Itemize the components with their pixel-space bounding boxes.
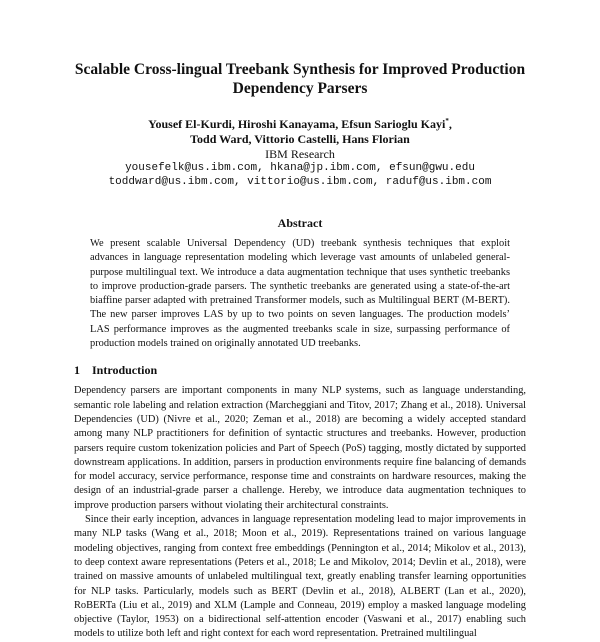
abstract-heading: Abstract [277, 216, 323, 230]
section-title: Introduction [92, 363, 158, 378]
paragraph: Dependency parsers are important components in many NLP systems, such as language understanding, semantic role labeling and relation extraction (Marcheggiani and Titov, 2017; Zhang et al., 2018). Universal Dependencies (UD) (Nivre et al., 2020; Zeman et al., 2018) are becoming a widely accepted standard among many NLP practitioners for definition of syntactic structures and treebanks. However, production parsers require custom tokenization policies and Part of Speech (PoS) tagging, mostly dictated by supported downstream applications. In addition, parsers in production environments require fine balancing of demands for model accuracy, service performance, response time and constraints on hardware resources, making the design of an industrial-grade parser a challenge. Hereby, we introduce data augmentation techniques to improve production parsers without violating their architectural constraints. [74, 385, 526, 511]
affiliation: IBM Research [265, 147, 335, 161]
introduction-body [74, 384, 526, 641]
abstract-text: We present scalable Universal Dependency (UD) treebank synthesis techniques that exploit advances in language representation modeling which leverage vast amounts of unlabeled general-purpose multilingual text. We introduce a data augmentation technique that uses synthetic treebanks to improve production-grade parsers. The synthetic treebanks are generated using a state-of-the-art biaffine parser adapted with pretrained Transformer models, such as Multilingual BERT (M-BERT). The new parser improves LAS by up to two points on seven languages. The production models’ LAS performance improves as the augmented treebanks scale in size, surpassing performance of production models trained on originally annotated UD treebanks. [90, 238, 510, 350]
paper-page [74, 60, 526, 642]
author-emails [74, 161, 526, 189]
title-line-2: Dependency Parsers [232, 80, 368, 97]
author-list: Yousef El-Kurdi, Hiroshi Kanayama, Efsun Sarioglu Kayi*, Todd Ward, Vittorio Castelli, Hans Florian [148, 117, 452, 146]
section-heading-introduction [74, 363, 526, 377]
paragraph: Since their early inception, advances in language representation modeling lead to major improvements in many NLP tasks (Wang et al., 2018; Moon et al., 2019). Representations trained on various language modeling objectives, ranging from context free embeddings (Pennington et al., 2014; Mikolov et al., 2013), to deep context aware representations (Peters et al., 2018; Le and Mikolov, 2014; Devlin et al., 2018), were trained on massive amounts of unlabeled multilingual text, greatly enabling transfer learning opportunities for NLP tasks. Particularly, models such as BERT (Devlin et al., 2018), ALBERT (Lan et al., 2020), RoBERTa (Liu et al., 2019) and XLM (Lample and Conneau, 2019) employ a masked language modeling objective (Taylor, 1953) on a bidirectional self-attention encoder (Vaswani et al., 2017) enabling such models to utilize both left and right context for each word representation. Pretrained multilingual [74, 514, 526, 640]
section-number: 1 [74, 363, 80, 378]
authors-line-1: Yousef El-Kurdi, Hiroshi Kanayama, Efsun Sarioglu Kayi [148, 117, 446, 131]
authors-line-2: Todd Ward, Vittorio Castelli, Hans Florian [190, 132, 410, 146]
author-footnote-mark: * [445, 117, 449, 125]
paper-title [74, 60, 526, 98]
emails-line-1: yousefelk@us.ibm.com, hkana@jp.ibm.com, efsun@gwu.edu [125, 162, 475, 174]
emails-line-2: toddward@us.ibm.com, vittorio@us.ibm.com, raduf@us.ibm.com [108, 176, 492, 188]
title-line-1: Scalable Cross-lingual Treebank Synthesis for Improved Production [74, 61, 526, 78]
